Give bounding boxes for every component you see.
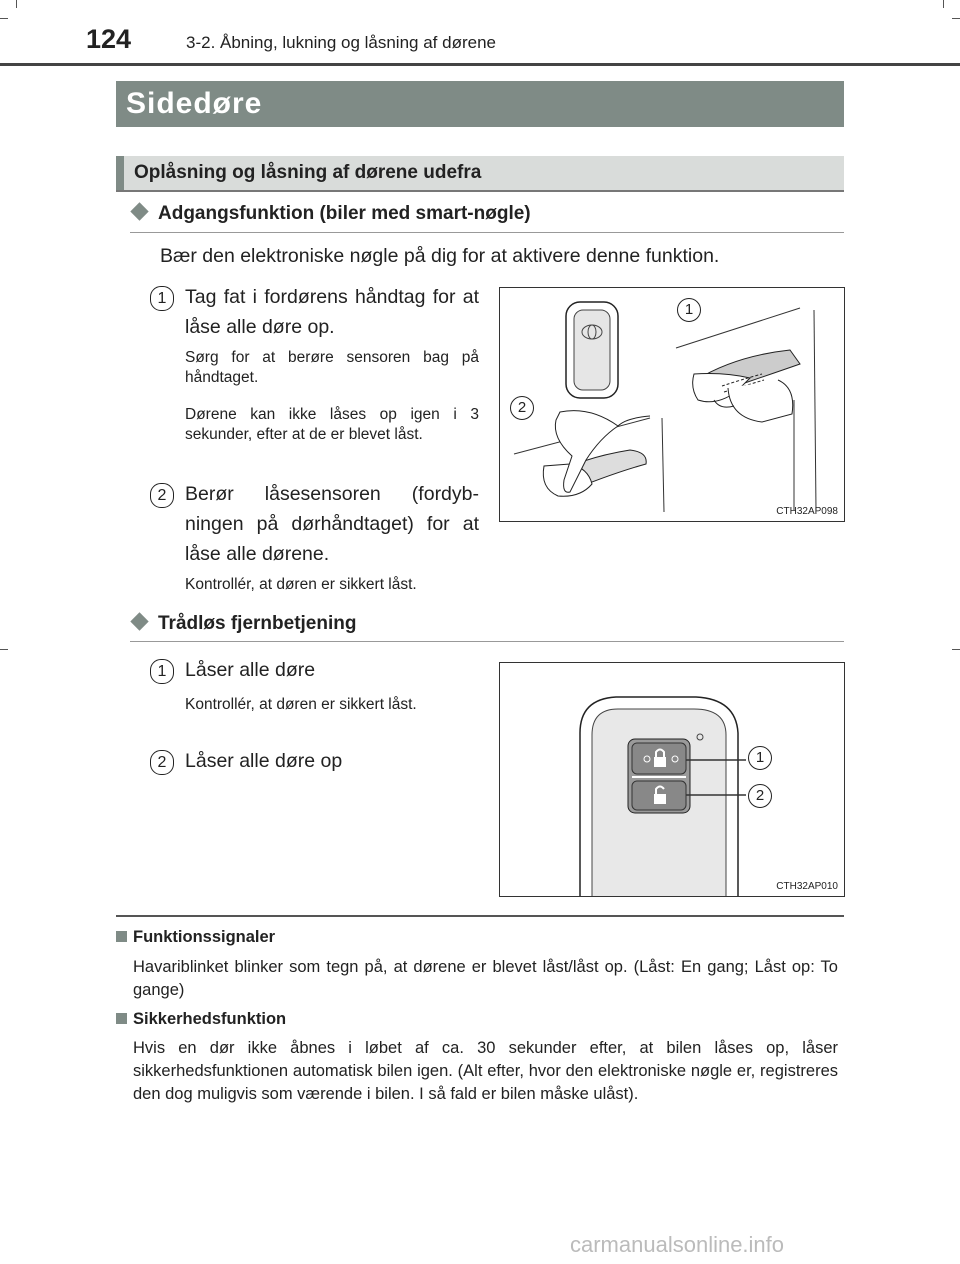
step-note: Kontrollér, at døren er sikkert låst.	[185, 696, 417, 713]
callout-1: 1	[748, 746, 772, 770]
step-number: 1	[150, 659, 174, 684]
remote-heading-text: Trådløs fjernbetjening	[158, 613, 357, 634]
crop-mark	[0, 18, 8, 19]
smart-key-drawing	[566, 302, 618, 398]
divider	[130, 641, 844, 642]
section-title: Sidedøre	[126, 87, 263, 120]
step-number: 2	[150, 483, 174, 508]
crop-mark	[952, 649, 960, 650]
step-text: Tag fat i fordørens håndtag for at låse alle døre op.	[185, 286, 479, 338]
diamond-icon	[130, 203, 148, 221]
door-handle-figure	[499, 287, 845, 522]
square-bullet-icon	[116, 931, 127, 942]
figure-code: CTH32AP010	[776, 881, 838, 892]
callout-1: 1	[677, 298, 701, 322]
note-title: Sikkerhedsfunktion	[133, 1010, 287, 1028]
note-title: Funktionssignaler	[133, 928, 276, 946]
step-note: Sørg for at berøre sensoren bag på håndtaget.	[185, 349, 479, 386]
step-text: Låser alle døre op	[185, 750, 343, 772]
header-rule	[0, 63, 960, 66]
step-note: Dørene kan ikke låses op igen i 3 sekunder, efter at de er blevet låst.	[185, 406, 479, 443]
watermark: carmanualsonline.info	[570, 1232, 785, 1257]
chapter-title: 3-2. Åbning, lukning og låsning af dørene	[186, 33, 496, 52]
smart-key-lead: Bær den elektroniske nøgle på dig for at aktivere denne funktion.	[160, 245, 720, 267]
subsection-marker	[116, 156, 124, 190]
smart-key-heading-text: Adgangsfunktion (biler med smart-nøgle)	[158, 203, 531, 224]
divider	[130, 232, 844, 233]
step-text: Låser alle døre	[185, 659, 316, 681]
subsection-bar	[116, 156, 844, 192]
step-number: 2	[150, 750, 174, 775]
callout-2: 2	[510, 396, 534, 420]
remote-key-figure	[499, 662, 845, 897]
step-note: Kontrollér, at døren er sikkert låst.	[185, 576, 417, 593]
remote-heading	[130, 613, 356, 635]
page-number: 124	[86, 24, 132, 54]
step-text: Berør låsesensoren (fordyb-ningen på dørhåndtaget) for at låse alle dørene.	[185, 483, 479, 565]
note-heading	[116, 928, 275, 947]
square-bullet-icon	[116, 1013, 127, 1024]
step-number: 1	[150, 286, 174, 311]
subsection-title: Oplåsning og låsning af dørene udefra	[134, 162, 482, 183]
crop-mark	[0, 649, 8, 650]
crop-mark	[943, 0, 944, 8]
note-heading	[116, 1010, 286, 1029]
note-text: Havariblinket blinker som tegn på, at dørene er blevet låst/låst op. (Låst: En gang; Låst op: To gange)	[133, 958, 838, 999]
note-text: Hvis en dør ikke åbnes i løbet af ca. 30 sekunder efter, at bilen låses op, låser sikkerhedsfunktionen automatisk bilen igen. (Alt efter, hvor den elektroniske nøgle er, registreres den dog muligvis som værende i bilen. I så fald er bilen måske ulåst).	[133, 1039, 838, 1103]
diamond-icon	[130, 613, 148, 631]
door-handle-illustration	[500, 288, 844, 521]
smart-key-heading	[130, 203, 531, 225]
figure-code: CTH32AP098	[776, 506, 838, 517]
crop-mark	[16, 0, 17, 8]
section-title-bar	[116, 81, 844, 127]
remote-key-illustration	[500, 663, 844, 896]
callout-2: 2	[748, 784, 772, 808]
crop-mark	[952, 18, 960, 19]
notes-separator	[116, 915, 844, 917]
